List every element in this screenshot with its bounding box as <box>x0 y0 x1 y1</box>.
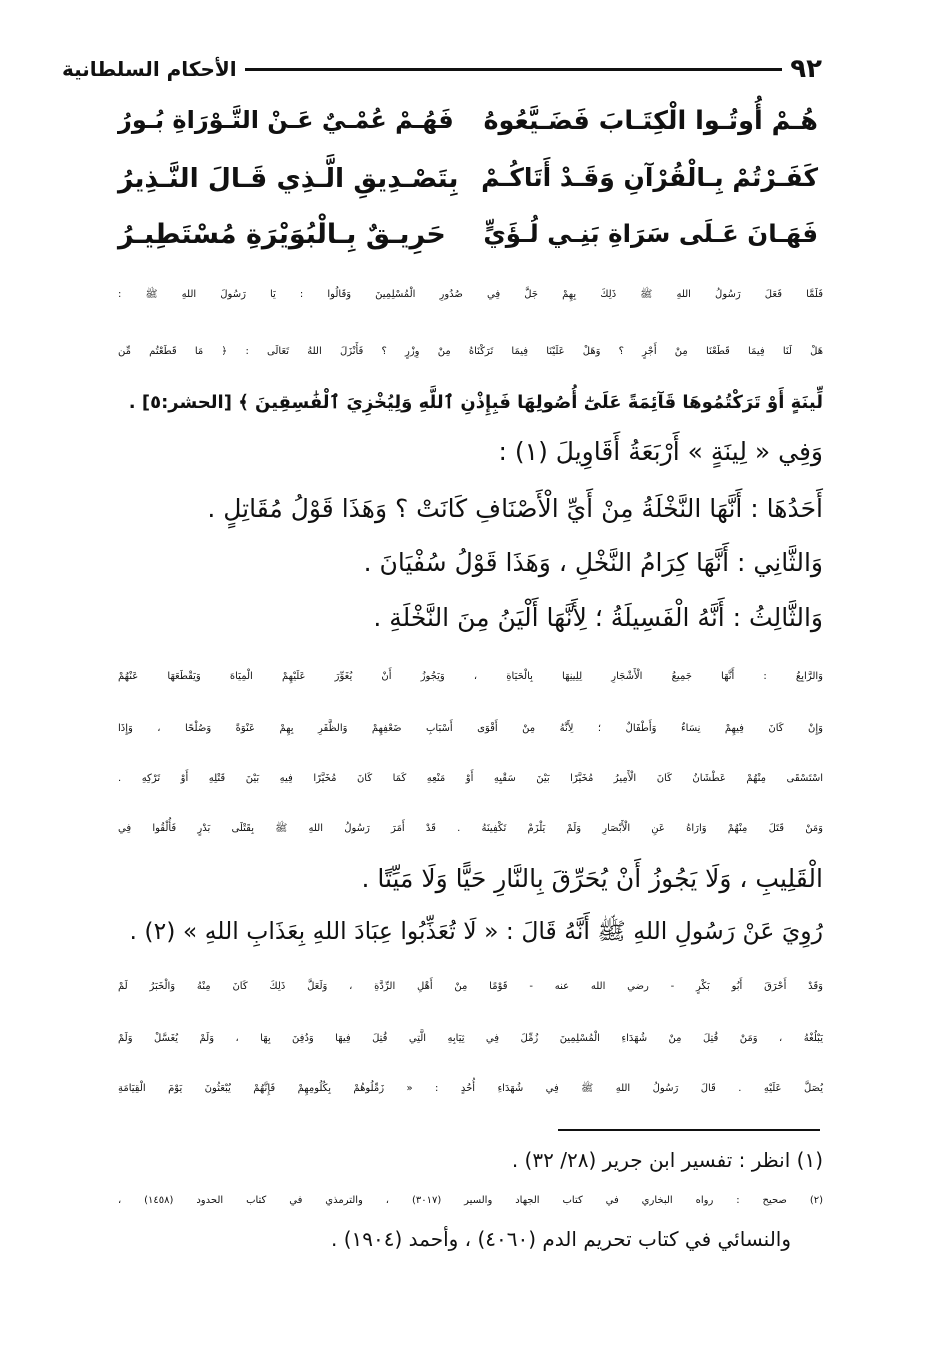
verse-second-hemistich: فَهُـمْ عُمْـيٌ عَـنْ التَّـوْرَاةِ بُـورُ <box>118 106 454 134</box>
verse-first-hemistich: فَهَـانَ عَـلَى سَرَاةِ بَنِـي لُـؤَيٍّ <box>483 219 818 248</box>
body-line: وَالثَّالِثُ : أَنَّهُ الْفَسِيلَةُ ؛ لِأَنَّهَا أَلْيَنُ مِنَ النَّخْلَةِ . <box>373 603 823 632</box>
verse-second-hemistich: بِتَصْـدِيقِ الَّـذِي قَـالَ النَّـذِيرُ <box>118 163 459 194</box>
header-rule <box>245 68 783 71</box>
verse-first-hemistich: كَفَـرْتُمْ بِـالْقُرْآنِ وَقَـدْ أَتَاكُـمْ <box>481 163 818 192</box>
verse-second-hemistich: حَرِيـقٌ بِـالْبُوَيْرَةِ مُسْتَطِيـرُ <box>118 219 446 250</box>
body-line: اسْتَسْقَى مِنْهُمْ عَطْشَانُ كَانَ الْأَمِيرُ مُخَيَّرًا بَيْنَ سَقْيِهِ أَوْ مَنْعِهِ كَمَا كَانَ مُخَيَّرًا فِيهِ بَيْنَ قَتْلِهِ أَوْ تَرْكِهِ . <box>118 773 823 784</box>
body-line: يُصَلَّ عَلَيْهِ . قَالَ رَسُولُ اللهِ ﷺ فِي شُهَدَاءِ أُحُدٍ : « زَمِّلُوهُمْ بِكُلُومِهِمْ فَإِنَّهُمْ يُبْعَثُونَ يَوْمَ الْقِيَامَةِ <box>118 1083 823 1094</box>
body-line: وَالثَّانِي : أَنَّهَا كِرَامُ النَّخْلِ ، وَهَذَا قَوْلُ سُفْيَانَ . <box>363 548 823 577</box>
body-line: يَبْلُغْهُ ، وَمَنْ قُتِلَ مِنْ شُهَدَاءِ الْمُسْلِمِينَ زُمِّلَ فِي ثِيَابِهِ الَّتِي قُتِلَ فِيهَا وَدُفِنَ بِهَا ، وَلَمْ يُغَسَّلْ وَلَمْ <box>118 1033 823 1044</box>
page-number: ٩٢ <box>790 54 822 84</box>
page-header <box>62 52 822 86</box>
hadith-line: رُوِيَ عَنْ رَسُولِ اللهِ ﷺ أَنَّهُ قَالَ : « لَا تُعَذِّبُوا عِبَادَ اللهِ بِعَذَابِ اللهِ » (٢) . <box>129 917 823 945</box>
poem-verse <box>118 106 818 136</box>
body-line: الْقَلِيبِ ، وَلَا يَجُوزُ أَنْ يُحَرِّقَ بِالنَّارِ حَيًّا وَلَا مَيِّتًا . <box>361 864 823 893</box>
body-line: هَلْ لَنَا فِيمَا قَطَعْنَا مِنْ أَجْرٍ ؟ وَهَلْ عَلَيْنَا فِيمَا تَرَكْنَاهُ مِنْ وِزْرٍ ؟ فَأَنْزَلَ اللهُ تَعَالَى : ﴿ مَا قَطَعْتُم مِّن <box>118 346 823 357</box>
footnote: (١) انظر : تفسير ابن جرير (٢٨/ ٣٢) . <box>511 1148 823 1172</box>
verse-first-hemistich: هُـمْ أُوتُـوا الْكِتَـابَ فَضَـيَّعُوهُ <box>483 106 818 136</box>
body-line: وَفِي « لِينَةٍ » أَرْبَعَةُ أَقَاوِيلَ (١) : <box>498 437 823 466</box>
book-title: الأحكام السلطانية <box>62 57 237 81</box>
poem-verse <box>118 163 818 194</box>
body-line: وَقَدْ أَحْرَقَ أَبُو بَكْرٍ - رضي الله عنه - قَوْمًا مِنْ أَهْلِ الرِّدَّةِ ، وَلَعَلَّ ذَلِكَ كَانَ مِنْهُ وَالْخَبَرُ لَمْ <box>118 981 823 992</box>
body-line: وَالرَّابِعُ : أَنَّهَا جَمِيعُ الْأَشْجَارِ لِلِينِهَا بِالْحَيَاةِ ، وَيَجُوزُ أَنْ يُغَوِّرَ عَلَيْهِمْ الْمِيَاهَ وَيَقْطَعَهَا عَنْهُمْ <box>118 671 823 682</box>
quran-verse-line: لِّينَةٍ أَوْ تَرَكْتُمُوهَا قَآئِمَةً عَلَىٰٓ أُصُولِهَا فَبِإِذْنِ ٱللَّهِ وَلِيُخْزِيَ ٱلْفَٰسِقِينَ ﴾ [الحشر:٥] . <box>128 392 823 413</box>
footnote-separator <box>558 1129 820 1131</box>
body-line: وَإِنْ كَانَ فِيهِمْ نِسَاءٌ وَأَطْفَالٌ ؛ لِأَنَّهُ مِنْ أَقْوَى أَسْبَابِ ضَعْفِهِمْ وَالظَّفَرِ بِهِمْ عَنْوَةً وَصُلْحًا ، وَإِذَا <box>118 723 823 734</box>
poem-verse <box>118 219 818 250</box>
body-line: أَحَدُهَا : أَنَّهَا النَّخْلَةُ مِنْ أَيِّ الْأَصْنَافِ كَانَتْ ؟ وَهَذَا قَوْلُ مُقَاتِلٍ . <box>207 494 823 523</box>
body-line: فَلَمَّا فَعَلَ رَسُولُ اللهِ ﷺ ذَلِكَ بِهِمْ جَلَّ فِي صُدُورِ الْمُسْلِمِينَ وَقَالُوا : يَا رَسُولَ اللهِ ﷺ : <box>118 289 823 300</box>
body-line: وَمَنْ قَتَلَ مِنْهُمْ وَارَاهُ عَنِ الْأَبْصَارِ وَلَمْ يَلْزَمْ تَكْفِينَهُ . قَدْ أَمَرَ رَسُولُ اللهِ ﷺ بِقَتْلَى بَدْرٍ فَأُلْقُوا فِي <box>118 823 823 834</box>
footnote: (٢) صحيح : رواه البخاري في كتاب الجهاد والسير (٣٠١٧) ، والترمذي في كتاب الحدود (١٤٥٨) ، <box>118 1195 823 1206</box>
footnote-continuation: والنسائي في كتاب تحريم الدم (٤٠٦٠) ، وأحمد (١٩٠٤) . <box>331 1227 791 1251</box>
